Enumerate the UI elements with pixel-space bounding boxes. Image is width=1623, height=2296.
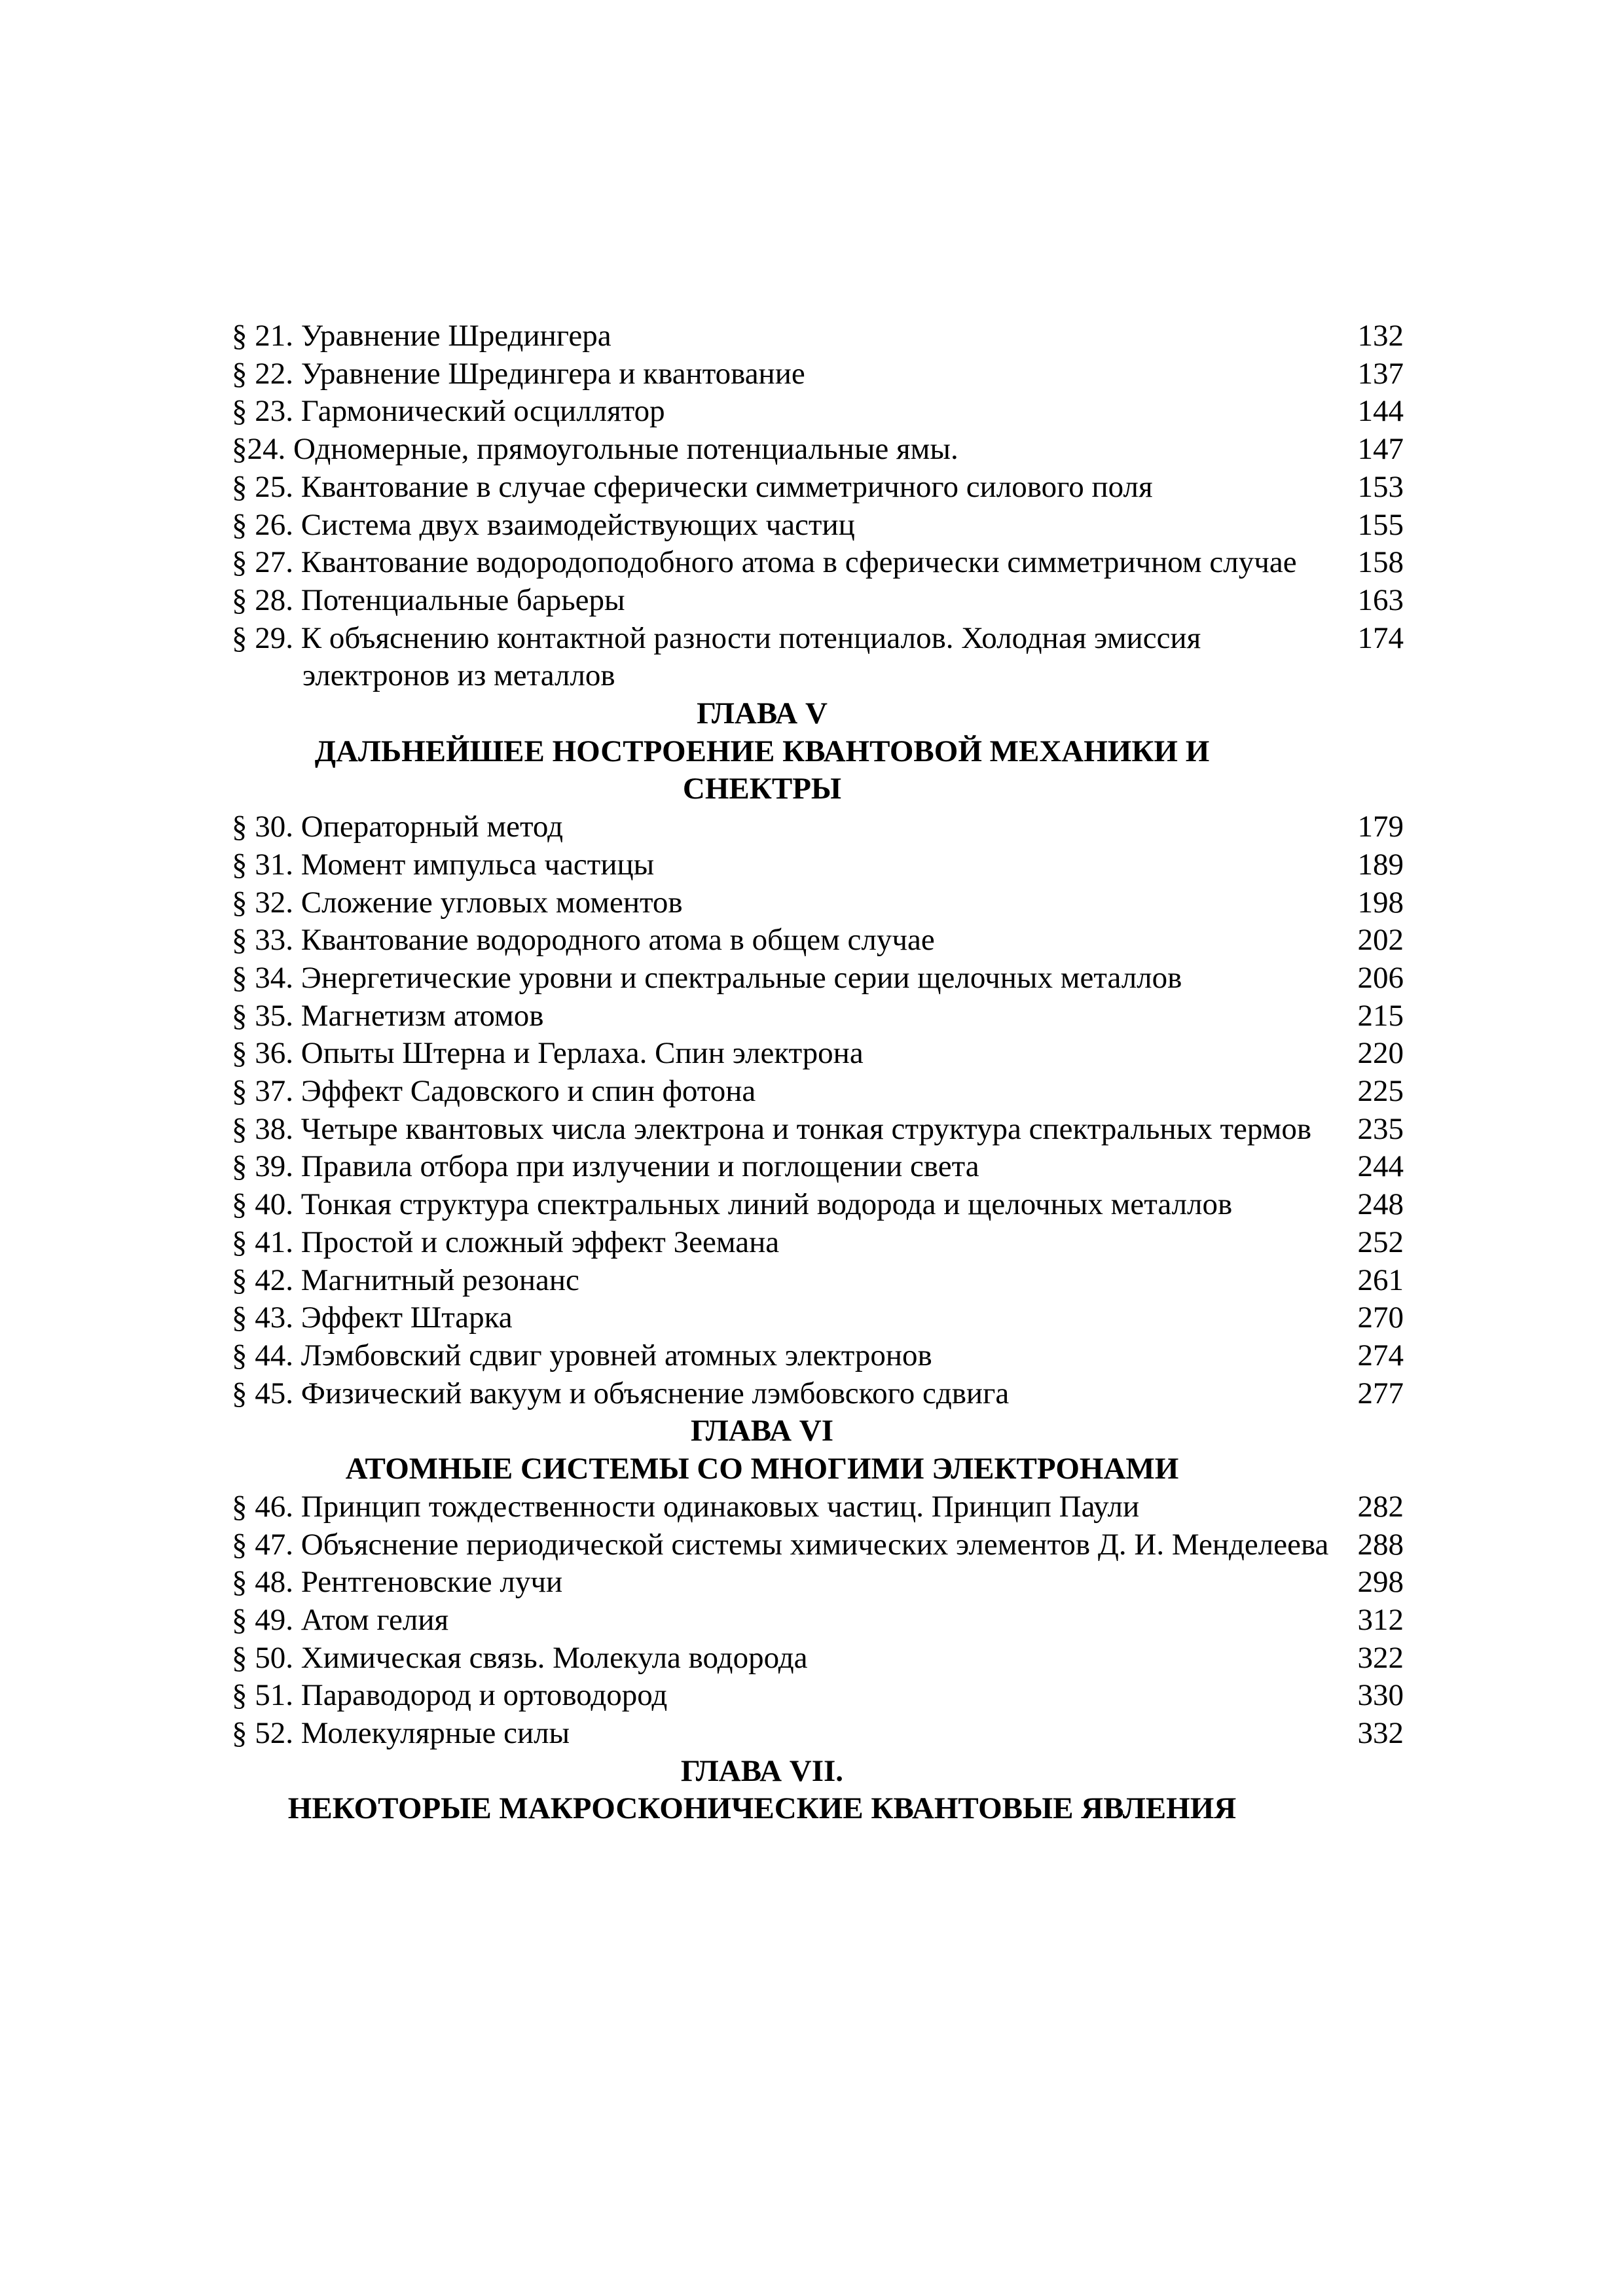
toc-entry bbox=[232, 1602, 1404, 1640]
toc-entry-page: 174 bbox=[1357, 620, 1404, 655]
toc-entry-title: § 23. Гармонический осциллятор bbox=[232, 394, 665, 429]
toc-entry-page: 132 bbox=[1357, 319, 1404, 353]
toc-entry-page: 198 bbox=[1357, 885, 1404, 920]
toc-entry bbox=[232, 1224, 1404, 1262]
toc-entry-page: 220 bbox=[1357, 1036, 1404, 1071]
toc-entry-page: 261 bbox=[1357, 1263, 1404, 1297]
toc-entry-title: § 41. Простой и сложный эффект Зеемана bbox=[232, 1225, 780, 1259]
toc-entry-page: 235 bbox=[1357, 1111, 1404, 1146]
toc-entry-title: § 48. Рентгеновские лучи bbox=[232, 1565, 563, 1600]
toc-entry-title: § 47. Объяснение периодической системы химических элементов Д. И. Менделеева bbox=[232, 1527, 1329, 1562]
toc-entry bbox=[232, 1111, 1404, 1149]
toc-group-2 bbox=[232, 808, 1404, 1412]
chapter-6-title: АТОМНЫЕ СИСТЕМЫ СО МНОГИМИ ЭЛЕКТРОНАМИ bbox=[345, 1452, 1179, 1486]
toc-entry bbox=[232, 393, 1404, 431]
chapter-6-label: ГЛАВА VI bbox=[690, 1414, 834, 1448]
toc-entry bbox=[232, 1526, 1404, 1564]
toc-entry-title: § 21. Уравнение Шредингера bbox=[232, 319, 611, 353]
toc-entry bbox=[232, 582, 1404, 620]
toc-entry bbox=[232, 1564, 1404, 1602]
table-of-contents bbox=[232, 317, 1404, 1828]
toc-entry-page: 332 bbox=[1357, 1716, 1404, 1751]
toc-group-1 bbox=[232, 317, 1404, 695]
toc-entry-page: 330 bbox=[1357, 1678, 1404, 1713]
toc-entry-page: 202 bbox=[1357, 923, 1404, 958]
toc-entry bbox=[232, 544, 1404, 582]
toc-group-3 bbox=[232, 1488, 1404, 1753]
toc-entry-title: §24. Одномерные, прямоугольные потенциальные ямы. bbox=[232, 432, 958, 467]
toc-entry-title: § 45. Физический вакуум и объяснение лэмбовского сдвига bbox=[232, 1376, 1010, 1410]
toc-entry-page: 277 bbox=[1357, 1376, 1404, 1410]
toc-entry-page: 312 bbox=[1357, 1602, 1404, 1637]
toc-entry-title: § 35. Магнетизм атомов bbox=[232, 998, 544, 1033]
toc-entry-title: § 28. Потенциальные барьеры bbox=[232, 583, 625, 617]
toc-entry-title: § 40. Тонкая структура спектральных линий водорода и щелочных металлов bbox=[232, 1187, 1233, 1222]
toc-entry-title: § 46. Принцип тождественности одинаковых частиц. Принцип Паули bbox=[232, 1489, 1140, 1524]
toc-entry-page: 153 bbox=[1357, 469, 1404, 504]
toc-entry bbox=[232, 507, 1404, 545]
toc-entry-title: § 32. Сложение угловых моментов bbox=[232, 885, 683, 920]
toc-entry-title: § 37. Эффект Садовского и спин фотона bbox=[232, 1074, 756, 1109]
chapter-7-label: ГЛАВА VII. bbox=[680, 1753, 844, 1788]
toc-entry-page: 179 bbox=[1357, 810, 1404, 844]
toc-entry bbox=[232, 355, 1404, 393]
toc-entry-page: 248 bbox=[1357, 1187, 1404, 1222]
toc-entry-title: § 29. К объяснению контактной разности потенциалов. Холодная эмиссия электронов из металлов bbox=[232, 620, 1201, 693]
toc-entry bbox=[232, 1677, 1404, 1715]
toc-entry-page: 252 bbox=[1357, 1225, 1404, 1259]
toc-entry-title: § 25. Квантование в случае сферически симметричного силового поля bbox=[232, 469, 1153, 504]
toc-entry bbox=[232, 1337, 1404, 1375]
toc-entry-page: 137 bbox=[1357, 356, 1404, 391]
toc-entry-title: § 39. Правила отбора при излучении и поглощении света bbox=[232, 1149, 979, 1184]
toc-entry bbox=[232, 808, 1404, 846]
toc-entry bbox=[232, 960, 1404, 997]
toc-entry-page: 282 bbox=[1357, 1489, 1404, 1524]
toc-entry-title: § 30. Операторный метод bbox=[232, 810, 563, 844]
toc-entry-title: § 51. Параводород и ортоводород bbox=[232, 1678, 668, 1713]
toc-entry bbox=[232, 1715, 1404, 1753]
toc-entry-title: § 31. Момент импульса частицы bbox=[232, 847, 655, 882]
toc-entry-page: 206 bbox=[1357, 960, 1404, 995]
toc-entry bbox=[232, 431, 1404, 469]
toc-entry-title: § 34. Энергетические уровни и спектральные серии щелочных металлов bbox=[232, 960, 1182, 995]
toc-entry bbox=[232, 1640, 1404, 1677]
toc-entry-page: 163 bbox=[1357, 583, 1404, 617]
toc-entry-title: § 26. Система двух взаимодействующих частиц bbox=[232, 507, 855, 542]
toc-entry-title: § 38. Четыре квантовых числа электрона и тонкая структура спектральных термов bbox=[232, 1111, 1312, 1146]
chapter-5-label: ГЛАВА V bbox=[697, 696, 828, 731]
toc-entry-page: 244 bbox=[1357, 1149, 1404, 1184]
toc-entry-page: 215 bbox=[1357, 998, 1404, 1033]
toc-entry-page: 322 bbox=[1357, 1640, 1404, 1675]
toc-entry-page: 270 bbox=[1357, 1300, 1404, 1335]
toc-entry bbox=[232, 469, 1404, 507]
toc-entry-page: 158 bbox=[1357, 545, 1404, 580]
toc-entry bbox=[232, 1186, 1404, 1224]
toc-entry bbox=[232, 922, 1404, 960]
toc-entry bbox=[232, 1262, 1404, 1300]
toc-entry bbox=[232, 1299, 1404, 1337]
toc-entry-page: 288 bbox=[1357, 1527, 1404, 1562]
toc-entry-title: § 22. Уравнение Шредингера и квантование bbox=[232, 356, 805, 391]
toc-entry-title: § 36. Опыты Штерна и Герлаха. Спин электрона bbox=[232, 1036, 864, 1071]
toc-entry bbox=[232, 997, 1404, 1035]
chapter-7-title: НЕКОТОРЫЕ МАКРОСКОНИЧЕСКИЕ КВАНТОВЫЕ ЯВЛЕНИЯ bbox=[287, 1791, 1237, 1826]
toc-entry-title: § 43. Эффект Штарка bbox=[232, 1300, 513, 1335]
toc-entry-page: 225 bbox=[1357, 1074, 1404, 1109]
toc-entry-page: 155 bbox=[1357, 507, 1404, 542]
toc-entry-page: 274 bbox=[1357, 1338, 1404, 1372]
toc-entry bbox=[232, 1073, 1404, 1111]
toc-entry-title: § 52. Молекулярные силы bbox=[232, 1716, 570, 1751]
toc-entry bbox=[232, 620, 1404, 695]
chapter-5-title: ДАЛЬНЕЙШЕЕ НОСТРОЕНИЕ КВАНТОВОЙ МЕХАНИКИ И СНЕКТРЫ bbox=[314, 734, 1210, 806]
toc-entry-title: § 49. Атом гелия bbox=[232, 1602, 449, 1637]
toc-entry-title: § 27. Квантование водородоподобного атома в сферически симметричном случае bbox=[232, 545, 1297, 580]
toc-entry-title: § 50. Химическая связь. Молекула водорода bbox=[232, 1640, 808, 1675]
toc-entry-title: § 44. Лэмбовский сдвиг уровней атомных электронов bbox=[232, 1338, 932, 1372]
toc-entry bbox=[232, 1148, 1404, 1186]
toc-entry bbox=[232, 317, 1404, 355]
toc-entry-title: § 42. Магнитный резонанс bbox=[232, 1263, 579, 1297]
toc-entry bbox=[232, 884, 1404, 922]
toc-entry bbox=[232, 1375, 1404, 1413]
toc-entry bbox=[232, 846, 1404, 884]
toc-entry-page: 147 bbox=[1357, 432, 1404, 467]
toc-entry bbox=[232, 1035, 1404, 1073]
toc-entry-page: 189 bbox=[1357, 847, 1404, 882]
toc-entry-page: 298 bbox=[1357, 1565, 1404, 1600]
toc-entry bbox=[232, 1488, 1404, 1526]
toc-entry-page: 144 bbox=[1357, 394, 1404, 429]
toc-entry-title: § 33. Квантование водородного атома в общем случае bbox=[232, 923, 935, 958]
